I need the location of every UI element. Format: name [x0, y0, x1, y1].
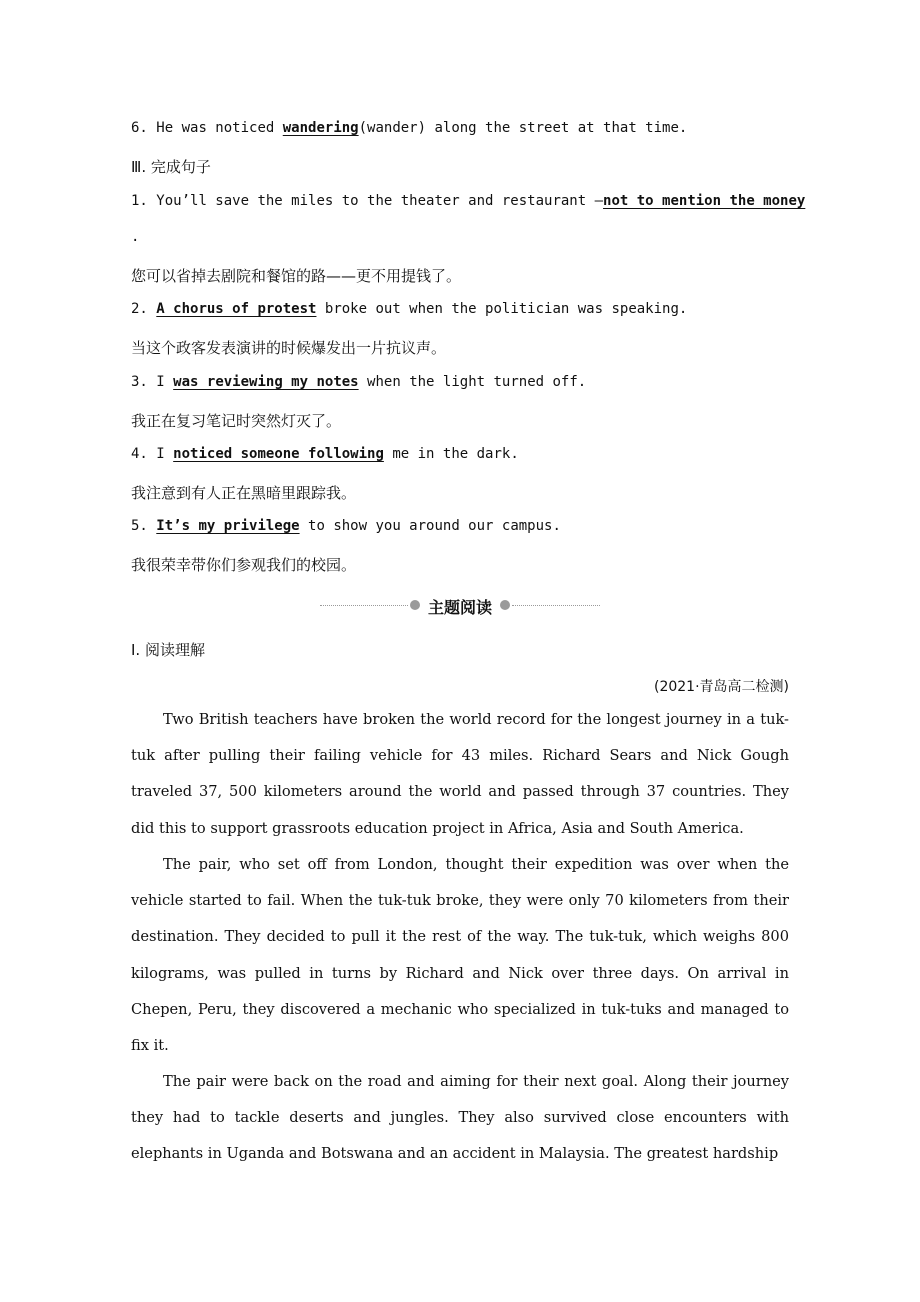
reading-paragraph-1: Two British teachers have broken the world record for the longest journey in a tuk-tuk after pulling their failing vehicle for 43 miles. Richard Sears and Nick Gough traveled 37, 500 kilometers around the world and passed through 37 countries. They did this to support grassroots education project in Africa, Asia and South America. [131, 711, 789, 837]
answer-text: was reviewing my notes [173, 374, 359, 390]
banner-divider-right [512, 605, 600, 606]
answer-text: not to mention the money [603, 193, 806, 209]
banner-divider-left [320, 605, 408, 606]
chinese-translation: 我注意到有人正在黑暗里跟踪我。 [131, 484, 357, 502]
chinese-translation: 当这个政客发表演讲的时候爆发出一片抗议声。 [131, 339, 447, 357]
item-number: 4. [131, 446, 148, 462]
item-number: 1. [131, 193, 148, 209]
sentence-text: You’ll save the miles to the theater and restaurant — [156, 193, 604, 209]
reading-heading: Ⅰ. 阅读理解 [131, 641, 205, 659]
answer-text: wandering [282, 120, 359, 136]
sentence-text: I [156, 446, 165, 462]
reading-paragraph-2: The pair, who set off from London, thought their expedition was over when the vehicle started to fail. When the tuk-tuk broke, they were only 70 kilometers from their destination. They decided to pull it the rest of the way. The tuk-tuk, which weighs 800 kilograms, was pulled in turns by Richard and Nick over three days. On arrival in Chepen, Peru, they discovered a mechanic who specialized in tuk-tuks and managed to fix it. [131, 856, 789, 1055]
sentence-item-3 [131, 374, 586, 390]
sentence-text: me in the dark. [392, 446, 519, 462]
banner-dot-icon [500, 600, 510, 610]
sentence-item-2 [131, 301, 687, 317]
sentence-item-5 [131, 518, 561, 534]
sentence-text: to show you around our campus. [308, 518, 561, 534]
answer-text: noticed someone following [173, 446, 384, 462]
chinese-translation: 您可以省掉去剧院和餐馆的路——更不用提钱了。 [131, 267, 462, 285]
item-number: 5. [131, 518, 148, 534]
sentence-item-4 [131, 446, 519, 462]
source-citation: (2021·青岛高二检测) [653, 679, 789, 695]
banner-dot-icon [410, 600, 420, 610]
exercise-item-6 [131, 120, 687, 136]
item-number: 3. [131, 374, 148, 390]
item-number: 2. [131, 301, 148, 317]
chinese-translation: 我正在复习笔记时突然灯灭了。 [131, 412, 342, 430]
section-heading: Ⅲ. 完成句子 [131, 158, 211, 176]
answer-text: A chorus of protest [156, 301, 317, 317]
reading-paragraph-3: The pair were back on the road and aiming for their next goal. Along their journey they had to tackle deserts and jungles. They also survived close encounters with elephants in Uganda and Botswana and an accident in Malaysia. The greatest hardship [131, 1073, 789, 1163]
sentence-text: I [156, 374, 165, 390]
answer-text: It’s my privilege [156, 518, 300, 534]
sentence-text: broke out when the politician was speaking. [324, 301, 688, 317]
section-banner [320, 594, 600, 618]
item-number: 6. [131, 120, 148, 136]
sentence-trailing-period: . [131, 229, 140, 245]
sentence-text: (wander) along the street at that time. [358, 120, 688, 136]
sentence-text: when the light turned off. [367, 374, 587, 390]
chinese-translation: 我很荣幸带你们参观我们的校园。 [131, 556, 357, 574]
sentence-item-1 [131, 193, 805, 209]
sentence-text: He was noticed [156, 120, 275, 136]
banner-title: 主题阅读 [427, 598, 492, 617]
